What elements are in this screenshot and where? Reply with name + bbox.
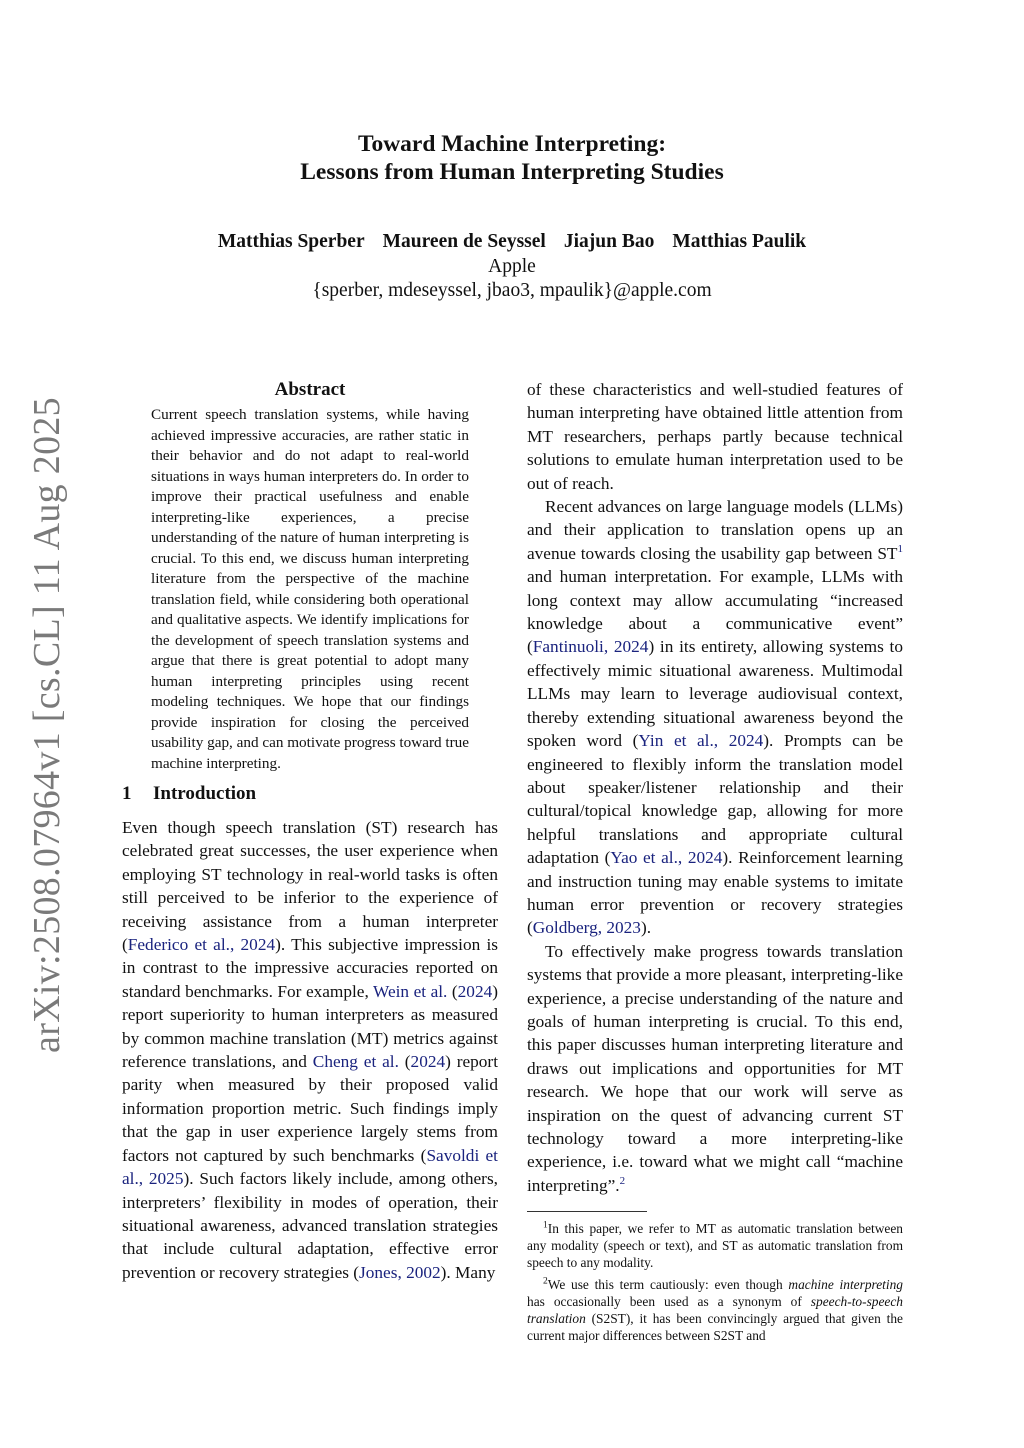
paragraph-text: ) report superiority to human interpreters as measured by common machine translation (MT) metrics against reference translations, and <box>122 981 498 1072</box>
intro-paragraph-1-continued: of these characteristics and well-studied features of human interpreting have obtained little attention from MT researchers, perhaps partly because technical solutions to emulate human interpretation used to be out of reach. <box>527 380 903 493</box>
arxiv-identifier-text: arXiv:2508.07964v1 [cs.CL] 11 Aug 2025 <box>26 397 68 1053</box>
footnote-text: In this paper, we refer to MT as automatic translation between any modality (speech or text), and ST as automatic translation from speech to any modality. <box>527 1221 903 1271</box>
section-number: 1 <box>122 783 132 804</box>
title-line-2: Lessons from Human Interpreting Studies <box>300 159 724 185</box>
left-column <box>122 378 498 1284</box>
paragraph-text: and human interpretation. For example, LLMs with long context may allow accumulating “increased knowledge about a communicative event” ( <box>527 567 903 657</box>
paragraph-text: ) in its entirety, allowing systems to effectively mimic situational awareness. Multimodal LLMs may learn to leverage audiovisual context, thereby extending situational awareness beyond the spoken word ( <box>527 637 903 751</box>
paper-title <box>0 130 1024 186</box>
paragraph-text: ). Reinforcement learning and instruction tuning may enable systems to imitate human error prevention or recovery strategies ( <box>527 848 903 938</box>
footnote-number: 2 <box>543 1276 548 1287</box>
paragraph-text: ( <box>447 981 458 1001</box>
abstract-heading: Abstract <box>274 379 346 400</box>
author-emails: {sperber, mdeseyssel, jbao3, mpaulik}@apple.com <box>312 280 712 301</box>
citation-link[interactable]: Wein et al. <box>373 981 448 1001</box>
footnote-marker[interactable]: 1 <box>897 543 903 556</box>
section-heading-introduction <box>122 782 498 806</box>
paragraph-text: ). <box>640 918 652 938</box>
paragraph-text: ). This subjective impression is in contrast to the impressive accuracies reported on standard benchmarks. For example, <box>122 935 498 1001</box>
citation-link[interactable]: Fantinuoli, 2024 <box>532 637 649 657</box>
citation-link[interactable]: Federico et al., 2024 <box>127 935 276 955</box>
arxiv-identifier-stamp <box>16 397 78 1053</box>
footnote-text: has occasionally been used as a synonym of <box>527 1294 811 1310</box>
footnote-2 <box>527 1276 903 1344</box>
author-list <box>0 230 1024 254</box>
right-column <box>527 378 903 1344</box>
paragraph-text: ). Such factors likely include, among others, interpreters’ flexibility in modes of operation, their situational awareness, advanced translation strategies that include cultural adaptation, effective error prevention or recovery strategies ( <box>122 1169 498 1282</box>
intro-paragraph-3 <box>527 940 903 1197</box>
footnote-number: 1 <box>543 1220 548 1231</box>
paragraph-text: ). Many <box>440 1262 496 1282</box>
citation-link[interactable]: 2024 <box>457 981 493 1001</box>
paragraph-text: ( <box>398 1052 411 1072</box>
author-name: Maureen de Seyssel <box>382 231 546 252</box>
footnote-1 <box>527 1220 903 1271</box>
footnote-marker[interactable]: 2 <box>619 1175 626 1188</box>
citation-link[interactable]: Goldberg, 2023 <box>532 918 641 938</box>
footnote-text: (S2ST), it has been convincingly argued that given the current major differences between S2ST and <box>527 1311 903 1344</box>
author-name: Jiajun Bao <box>563 231 655 252</box>
citation-link[interactable]: Cheng et al. <box>312 1052 399 1072</box>
author-affiliation: Apple <box>488 256 536 277</box>
footnote-emphasis: machine interpreting <box>788 1277 903 1293</box>
title-line-1: Toward Machine Interpreting: <box>357 131 667 157</box>
author-name: Matthias Sperber <box>217 231 365 252</box>
paragraph-text: Recent advances on large language models (LLMs) and their application to translation opens up an avenue towards closing the usability gap between ST <box>527 497 903 563</box>
abstract-text: Current speech translation systems, while having achieved impressive accuracies, are rather static in their behavior and do not adapt to real-world situations in ways human interpreters do. In order to improve their practical usefulness and enable interpreting-like experiences, a precise understanding of the nature of human interpreting is crucial. To this end, we discuss human interpreting literature from the perspective of the machine translation field, while considering both operational and qualitative aspects. We identify implications for the development of speech translation systems and argue that there is great potential to adopt many human interpreting principles using recent modeling techniques. We hope that our findings provide inspiration for closing the perceived usability gap, and can motivate progress toward true machine interpreting. <box>151 406 470 772</box>
intro-paragraph-1 <box>122 816 498 1284</box>
citation-link[interactable]: Yin et al., 2024 <box>638 731 764 751</box>
footnote-emphasis: speech-to-speech translation <box>527 1294 903 1327</box>
author-name: Matthias Paulik <box>672 231 807 252</box>
footnote-divider <box>527 1211 647 1212</box>
citation-link[interactable]: Yao et al., 2024 <box>610 848 723 868</box>
paragraph-text: ). Prompts can be engineered to flexibly inform the translation model about speaker/listener relationship and their cultural/topical knowledge gap, allowing for more helpful translations and appropriate cultural adaptation ( <box>527 731 904 868</box>
intro-paragraph-2 <box>527 495 903 940</box>
paragraph-text: Even though speech translation (ST) research has celebrated great successes, the user experience when employing ST technology in real-world tasks is often still perceived to be inferior to the experience of receiving assistance from a human interpreter ( <box>122 818 498 955</box>
paragraph-text: ) report parity when measured by their proposed valid information proportion metric. Such findings imply that the gap in user experience largely stems from factors not captured by such benchmarks ( <box>122 1052 498 1165</box>
section-title: Introduction <box>153 783 257 804</box>
footnote-text: We use this term cautiously: even though <box>547 1277 789 1293</box>
citation-link[interactable]: 2024 <box>410 1052 446 1072</box>
citation-link[interactable]: Jones, 2002 <box>359 1262 441 1282</box>
citation-link[interactable]: Savoldi et al., 2025 <box>122 1145 498 1189</box>
paragraph-text: To effectively make progress towards translation systems that provide a more pleasant, interpreting-like experience, a precise understanding of the nature and goals of human interpreting is crucial. To this end, this paper discusses human interpreting literature and draws out implications and opportunities for MT research. We hope that our work will serve as inspiration on the quest of advancing current ST technology toward a more interpreting-like experience, i.e. toward what we might call “machine interpreting”. <box>527 941 903 1195</box>
